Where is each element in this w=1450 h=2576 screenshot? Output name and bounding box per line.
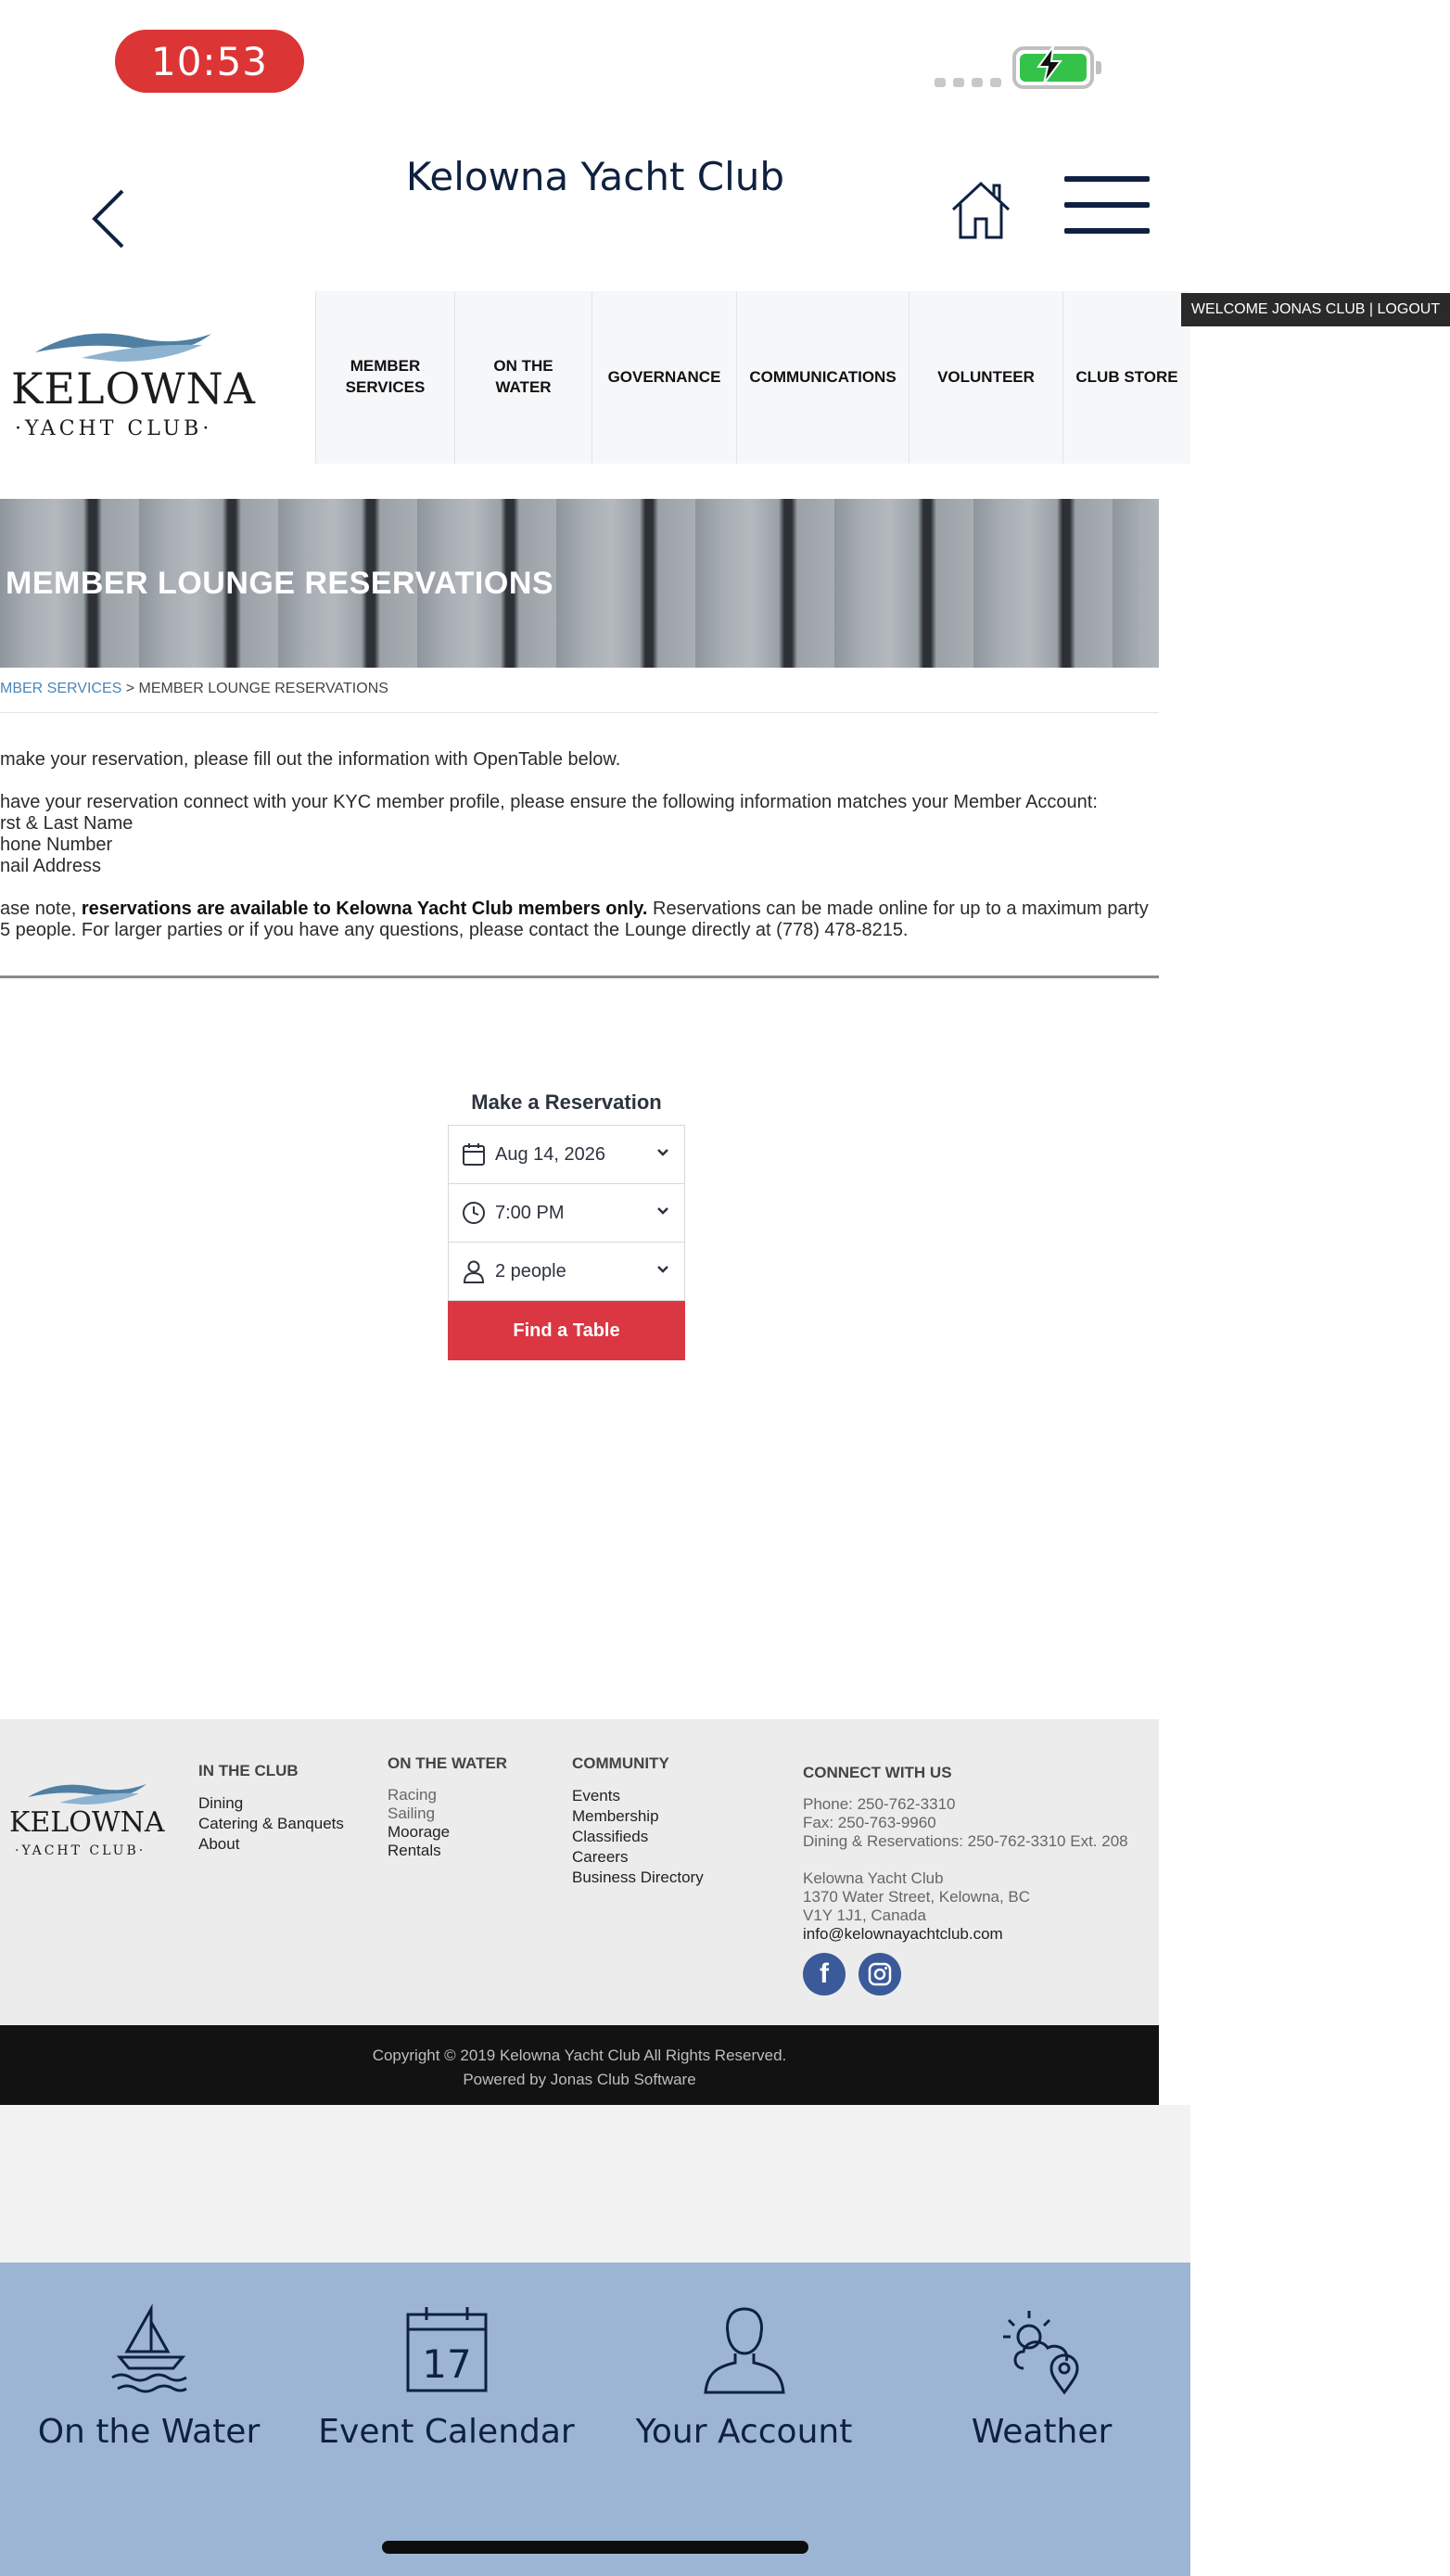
- nav-label: MEMBER SERVICES: [345, 357, 426, 396]
- footer-link-moorage[interactable]: Moorage: [388, 1823, 451, 1841]
- nav-governance[interactable]: [591, 291, 736, 464]
- chevron-down-icon: [656, 1148, 669, 1157]
- logo-wordmark: KELOWNA: [11, 363, 256, 414]
- footer-email-link[interactable]: info@kelownayachtclub.com: [803, 1925, 1003, 1943]
- calendar-icon: [401, 2303, 493, 2396]
- divider: [0, 712, 1159, 713]
- footer-col-in-the-club: [198, 1762, 344, 1855]
- footer-address-street: 1370 Water Street, Kelowna, BC: [803, 1888, 1031, 1906]
- footer-link-membership[interactable]: Membership: [572, 1807, 659, 1825]
- footer-col-connect: [803, 1764, 1128, 1996]
- party-size-select[interactable]: [448, 1242, 685, 1301]
- site-logo[interactable]: [7, 325, 256, 445]
- signal-icon: [935, 78, 1001, 87]
- footer-link-about[interactable]: About: [198, 1835, 240, 1853]
- page-content: [0, 749, 1159, 941]
- powered-by-text: Powered by Jonas Club Software: [463, 2071, 696, 2088]
- breadcrumb-parent-link[interactable]: MBER SERVICES: [0, 681, 122, 696]
- time-value: 7:00 PM: [495, 1202, 565, 1223]
- footer-link-sailing[interactable]: Sailing: [388, 1804, 436, 1822]
- footer-link-dining[interactable]: Dining: [198, 1794, 244, 1812]
- footer-fax: Fax: 250-763-9960: [803, 1814, 936, 1831]
- list-item: hone Number: [0, 835, 113, 855]
- page-bottom-space: [0, 2105, 1190, 2263]
- footer-link-rentals[interactable]: Rentals: [388, 1842, 441, 1859]
- tab-label: On the Water: [37, 2413, 261, 2451]
- welcome-logout-link[interactable]: WELCOME JONAS CLUB | LOGOUT: [1181, 293, 1450, 326]
- tab-label: Event Calendar: [318, 2413, 575, 2451]
- nav-volunteer[interactable]: [909, 291, 1062, 464]
- reservation-title: Make a Reservation: [471, 1090, 662, 1114]
- nav-label: GOVERNANCE: [607, 367, 721, 386]
- footer-phone: Phone: 250-762-3310: [803, 1795, 956, 1813]
- divider: [0, 976, 1159, 978]
- find-table-button[interactable]: Find a Table: [448, 1301, 685, 1360]
- copyright-bar: [0, 2025, 1159, 2105]
- footer-link-catering[interactable]: Catering & Banquets: [198, 1815, 344, 1832]
- app-title: Kelowna Yacht Club: [405, 154, 785, 199]
- nav-communications[interactable]: [736, 291, 909, 464]
- footer-heading: IN THE CLUB: [198, 1762, 299, 1779]
- person-icon: [462, 1259, 486, 1283]
- footer-link-classifieds[interactable]: Classifieds: [572, 1828, 649, 1845]
- footer-col-on-the-water: [388, 1754, 507, 1860]
- sailboat-icon: [103, 2303, 196, 2396]
- calendar-icon: [462, 1142, 486, 1167]
- chevron-down-icon: [656, 1206, 669, 1216]
- nav-label: CLUB STORE: [1075, 367, 1178, 386]
- instagram-glyph-icon: [867, 1961, 893, 1987]
- footer-link-careers[interactable]: Careers: [572, 1848, 629, 1866]
- status-time: 10:53: [115, 30, 304, 93]
- footer-logo-subtitle: ·YACHT CLUB·: [15, 1843, 146, 1858]
- weather-icon: [996, 2303, 1088, 2396]
- intro-text: make your reservation, please fill out the information with OpenTable below.: [0, 749, 621, 770]
- breadcrumb: [0, 681, 388, 697]
- chevron-down-icon: [656, 1265, 669, 1274]
- footer-address-name: Kelowna Yacht Club: [803, 1869, 944, 1887]
- tab-weather[interactable]: [893, 2263, 1190, 2467]
- facebook-icon[interactable]: f: [803, 1953, 846, 1996]
- nav-label: COMMUNICATIONS: [749, 367, 897, 386]
- footer-logo-wordmark: KELOWNA: [9, 1806, 165, 1839]
- footer-link-events[interactable]: Events: [572, 1787, 620, 1804]
- charging-bolt-icon: [1031, 45, 1068, 85]
- footer-link-racing[interactable]: Racing: [388, 1786, 437, 1804]
- instagram-icon[interactable]: [859, 1953, 901, 1996]
- footer-address-postal: V1Y 1J1, Canada: [803, 1906, 926, 1924]
- footer-col-community: [572, 1754, 704, 1888]
- opentable-widget: [448, 1090, 685, 1360]
- footer-dining-phone: Dining & Reservations: 250-762-3310 Ext. 208: [803, 1832, 1128, 1850]
- time-select[interactable]: [448, 1183, 685, 1243]
- nav-on-the-water[interactable]: [454, 291, 591, 464]
- waves-logo-icon: [26, 325, 239, 365]
- footer-heading: ON THE WATER: [388, 1754, 508, 1772]
- profile-note: have your reservation connect with your KYC member profile, please ensure the following information matches your Member Account:: [0, 792, 1098, 812]
- breadcrumb-current: MEMBER LOUNGE RESERVATIONS: [138, 681, 388, 696]
- battery-icon: [1012, 46, 1094, 89]
- page-banner: [0, 499, 1159, 668]
- party-value: 2 people: [495, 1260, 566, 1282]
- footer-heading: COMMUNITY: [572, 1754, 669, 1772]
- date-select[interactable]: [448, 1125, 685, 1184]
- nav-club-store[interactable]: [1062, 291, 1190, 464]
- members-note: [0, 899, 1159, 920]
- tab-bar: [0, 2263, 1190, 2576]
- logo-subtitle: ·YACHT CLUB·: [15, 417, 213, 440]
- main-nav: [315, 291, 1441, 464]
- tab-event-calendar[interactable]: [298, 2263, 595, 2467]
- app-header: [0, 130, 1190, 287]
- home-icon: [948, 176, 1014, 243]
- note-start: ase note,: [0, 899, 82, 919]
- nav-member-services[interactable]: [315, 291, 454, 464]
- tab-on-the-water[interactable]: [0, 2263, 298, 2467]
- members-note-line2: 5 people. For larger parties or if you have any questions, please contact the Lounge directly at (778) 478-8215.: [0, 920, 909, 940]
- waves-logo-icon: [22, 1779, 161, 1806]
- copyright-text: Copyright © 2019 Kelowna Yacht Club All Rights Reserved.: [372, 2047, 787, 2064]
- status-bar: [0, 0, 1190, 130]
- list-item: nail Address: [0, 856, 101, 876]
- user-icon: [698, 2303, 791, 2396]
- tab-label: Your Account: [635, 2413, 853, 2451]
- calendar-day-number: 17: [421, 2341, 472, 2387]
- home-button[interactable]: [948, 176, 1014, 243]
- note-bold: reservations are available to Kelowna Yacht Club members only.: [81, 899, 648, 919]
- social-links: [803, 1953, 1128, 1996]
- page-title: MEMBER LOUNGE RESERVATIONS: [6, 566, 554, 601]
- breadcrumb-separator: >: [121, 681, 139, 696]
- clock-icon: [462, 1201, 486, 1225]
- nav-label: ON THE WATER: [493, 357, 553, 396]
- footer-heading: CONNECT WITH US: [803, 1764, 952, 1781]
- site-footer: [0, 1719, 1159, 2025]
- footer-link-business-directory[interactable]: Business Directory: [572, 1868, 704, 1886]
- list-item: rst & Last Name: [0, 813, 134, 834]
- tab-label: Weather: [971, 2413, 1113, 2451]
- menu-button[interactable]: [1064, 176, 1150, 243]
- note-end: Reservations can be made online for up to a maximum party: [647, 899, 1149, 919]
- nav-label: VOLUNTEER: [937, 367, 1035, 386]
- tab-your-account[interactable]: [595, 2263, 893, 2467]
- date-value: Aug 14, 2026: [495, 1143, 605, 1165]
- site-header: [0, 291, 1441, 464]
- home-indicator[interactable]: [382, 2541, 808, 2554]
